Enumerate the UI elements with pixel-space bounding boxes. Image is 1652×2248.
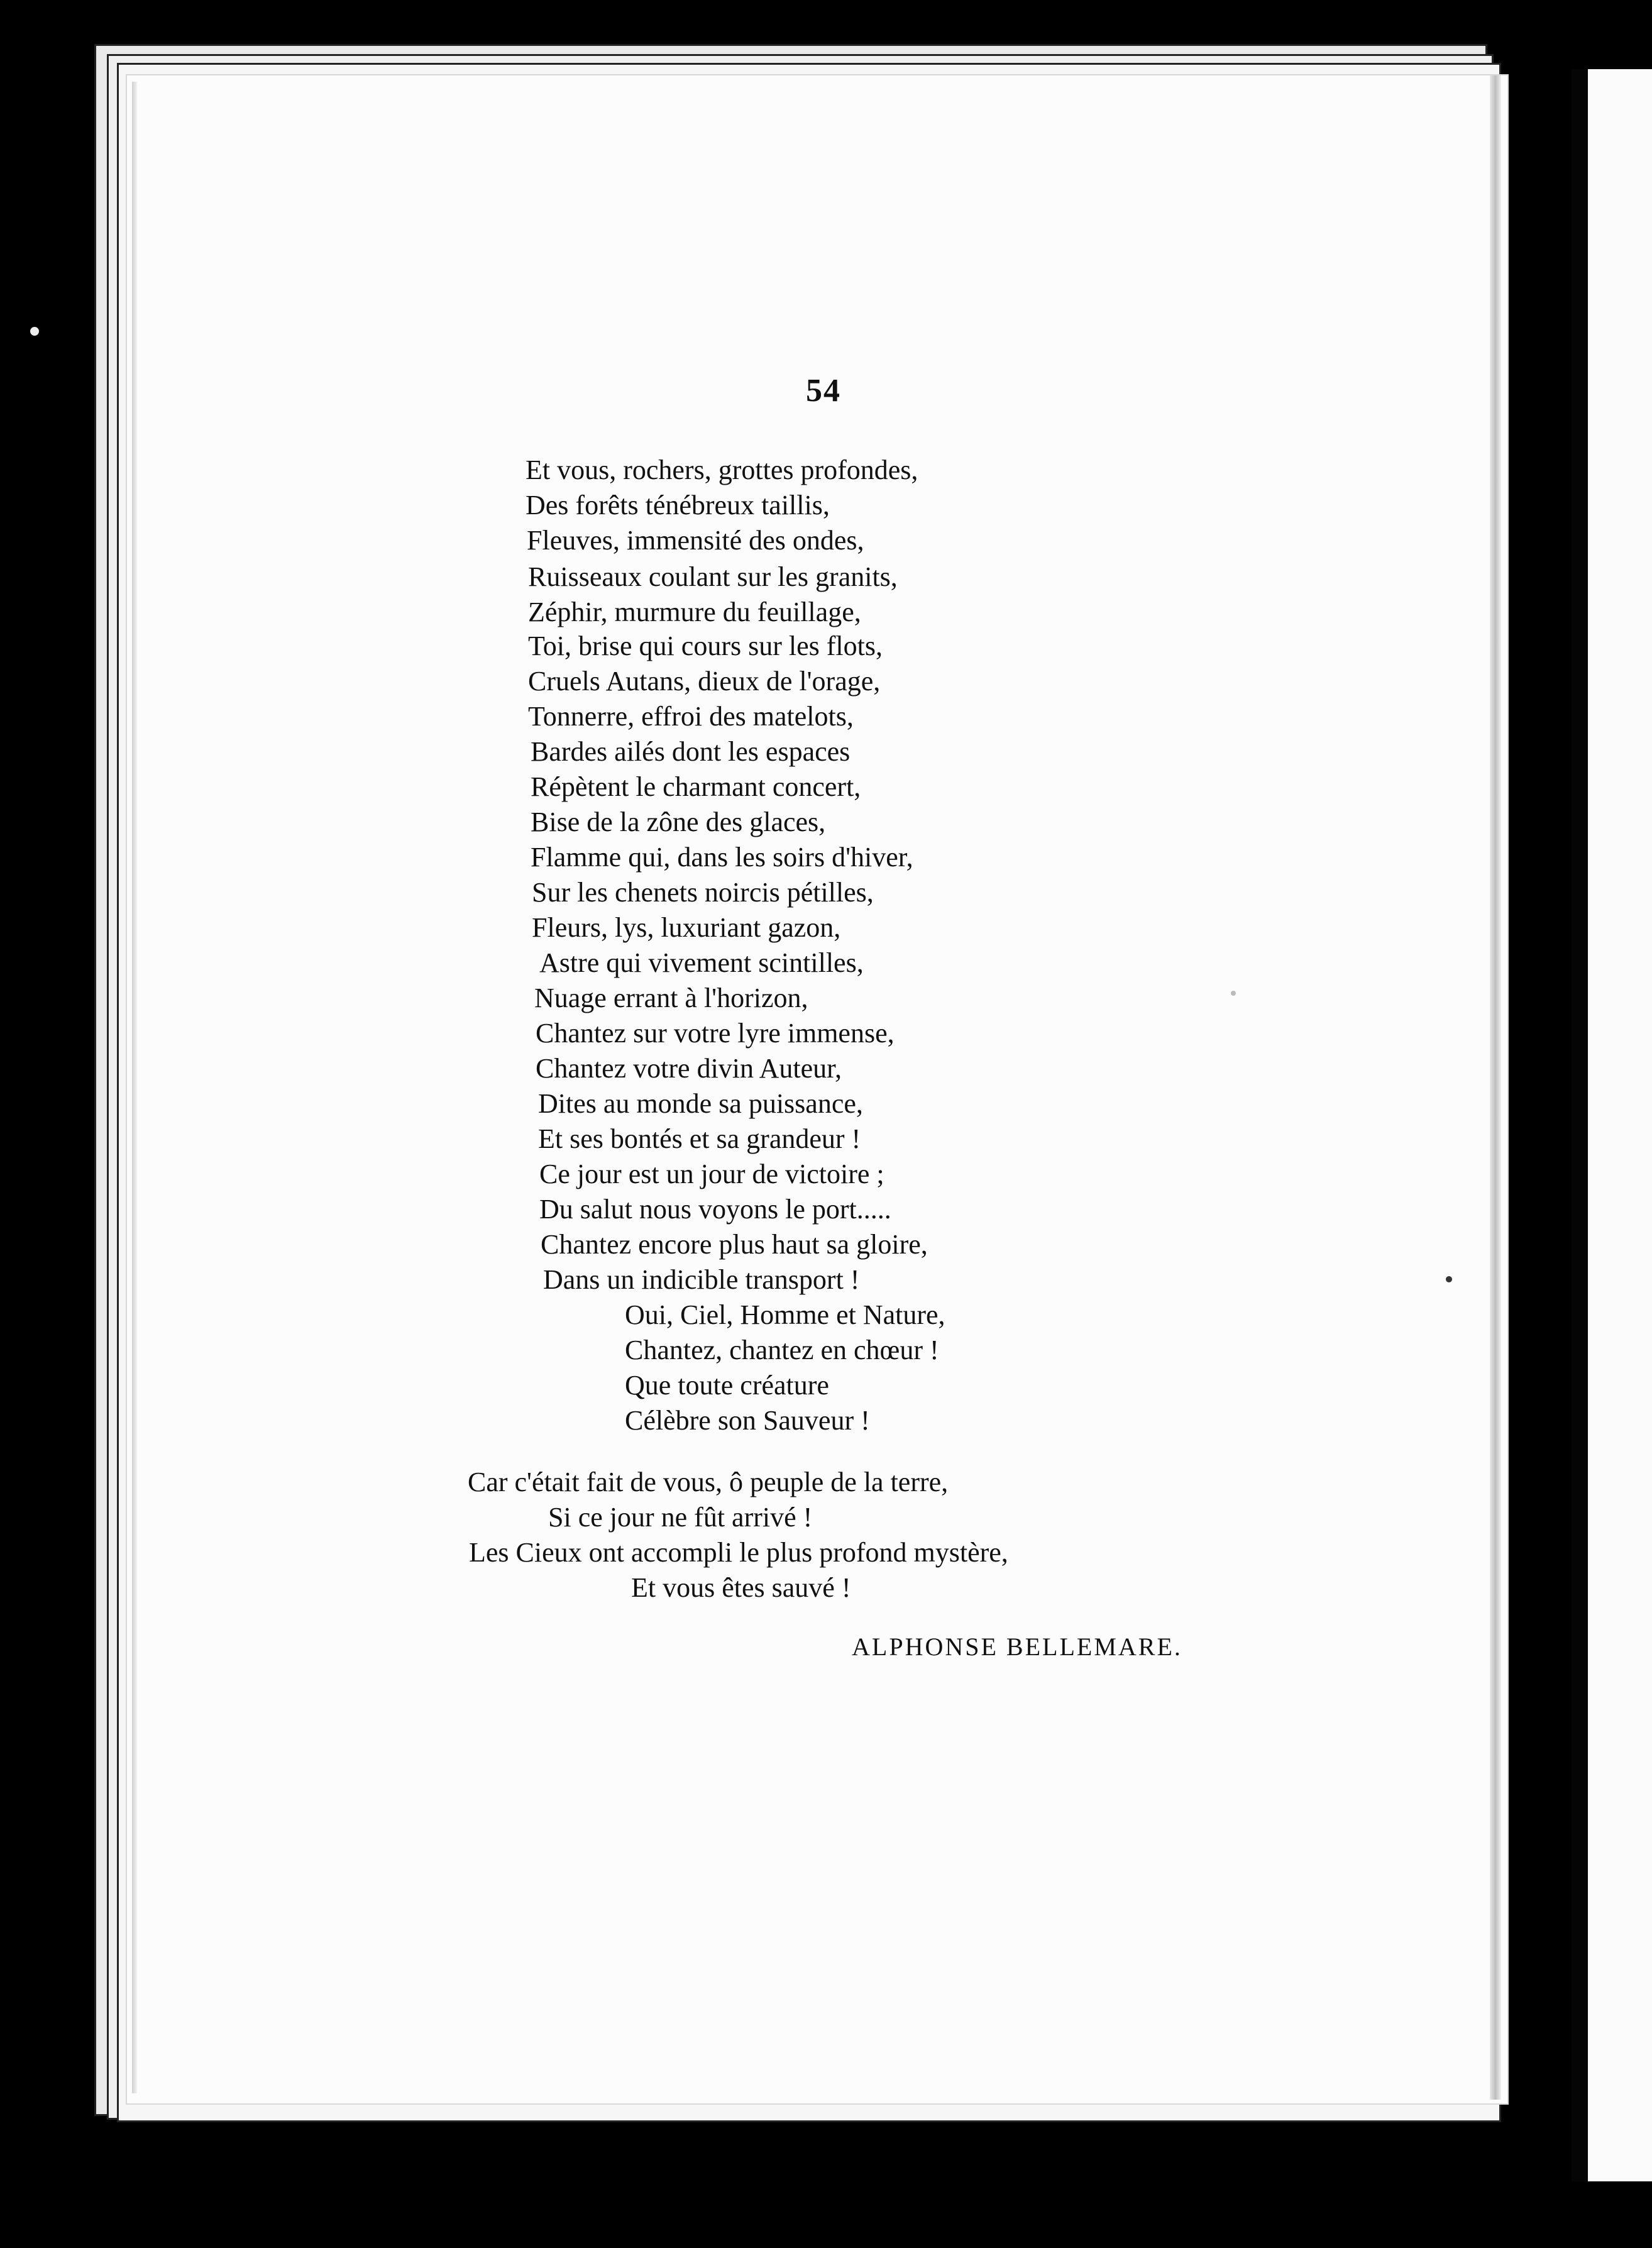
verse-line: Dans un indicible transport ! <box>543 1264 860 1295</box>
page-binding-gutter <box>1490 75 1501 2100</box>
verse-line: Cruels Autans, dieux de l'orage, <box>528 666 881 697</box>
verse-line: Toi, brise qui cours sur les flots, <box>528 631 883 661</box>
verse-line: Zéphir, murmure du feuillage, <box>528 597 861 627</box>
verse-line: Et vous, rochers, grottes profondes, <box>526 455 918 485</box>
verse-line: Nuage errant à l'horizon, <box>534 983 808 1013</box>
refrain-line: Célèbre son Sauveur ! <box>625 1405 870 1436</box>
verse-line: Des forêts ténébreux taillis, <box>526 490 830 521</box>
refrain-line: Oui, Ciel, Homme et Nature, <box>625 1299 945 1330</box>
author-signature: ALPHONSE BELLEMARE. <box>852 1633 1182 1661</box>
verse-line: Chantez sur votre lyre immense, <box>536 1018 895 1049</box>
paper-speck <box>1231 991 1236 996</box>
closing-line: Et vous êtes sauvé ! <box>631 1572 851 1603</box>
closing-line: Les Cieux ont accompli le plus profond mystère, <box>469 1537 1008 1568</box>
verse-line: Ce jour est un jour de victoire ; <box>539 1159 884 1189</box>
verse-line: Flamme qui, dans les soirs d'hiver, <box>531 842 913 873</box>
refrain-line: Que toute créature <box>625 1370 829 1401</box>
verse-line: Fleurs, lys, luxuriant gazon, <box>532 912 841 943</box>
paper-speck <box>30 327 39 336</box>
verse-line: Ruisseaux coulant sur les granits, <box>528 561 898 592</box>
verse-line: Sur les chenets noircis pétilles, <box>532 877 874 908</box>
verse-line: Bise de la zône des glaces, <box>531 807 826 837</box>
verse-line: Fleuves, immensité des ondes, <box>527 525 864 556</box>
verse-line: Répètent le charmant concert, <box>531 771 861 802</box>
refrain-line: Chantez, chantez en chœur ! <box>625 1335 939 1365</box>
adjacent-page-strip <box>1572 69 1652 2181</box>
closing-line: Si ce jour ne fût arrivé ! <box>548 1502 813 1533</box>
page-left-margin-shadow <box>132 82 137 2093</box>
closing-line: Car c'était fait de vous, ô peuple de la terre, <box>468 1467 949 1497</box>
page-number: 54 <box>806 373 841 409</box>
verse-line: Du salut nous voyons le port..... <box>539 1194 891 1225</box>
verse-line: Dites au monde sa puissance, <box>538 1088 863 1119</box>
verse-line: Chantez encore plus haut sa gloire, <box>541 1229 928 1260</box>
paper-speck <box>1446 1276 1452 1282</box>
verse-line: Bardes ailés dont les espaces <box>531 736 851 767</box>
verse-line: Chantez votre divin Auteur, <box>536 1053 842 1084</box>
verse-line: Tonnerre, effroi des matelots, <box>528 701 854 732</box>
verse-line: Astre qui vivement scintilles, <box>539 947 864 978</box>
verse-line: Et ses bontés et sa grandeur ! <box>538 1123 861 1154</box>
